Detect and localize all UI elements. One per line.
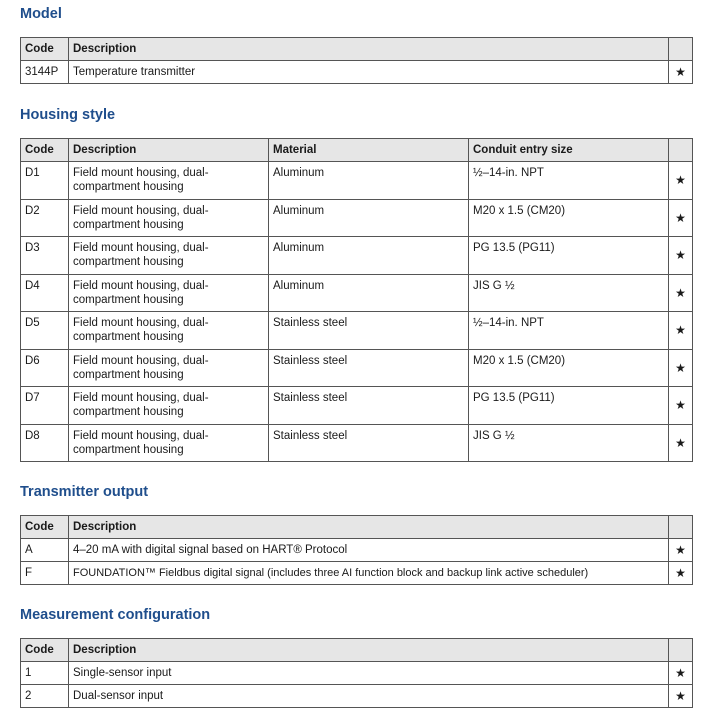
- star-icon: ★: [669, 274, 693, 312]
- star-icon: ★: [669, 662, 693, 685]
- table-header-row: [21, 38, 693, 61]
- row-code: A: [21, 539, 69, 562]
- row-code: D6: [21, 349, 69, 387]
- row-code: D7: [21, 387, 69, 425]
- section-title-housing-style: Housing style: [20, 107, 116, 123]
- row-conduit: PG 13.5 (PG11): [469, 387, 669, 425]
- header-code: Code: [21, 639, 69, 662]
- housing-table: [20, 138, 693, 462]
- table-row: [21, 387, 693, 425]
- star-icon: ★: [669, 162, 693, 200]
- measurement-configuration-table: [20, 638, 693, 708]
- row-conduit: PG 13.5 (PG11): [469, 237, 669, 275]
- row-code: D4: [21, 274, 69, 312]
- table-row: [21, 424, 693, 462]
- table-row: [21, 562, 693, 585]
- table-row: [21, 685, 693, 708]
- star-icon: ★: [669, 349, 693, 387]
- star-icon: ★: [669, 539, 693, 562]
- row-description: FOUNDATION™ Fieldbus digital signal (includes three AI function block and backup link active scheduler): [69, 562, 669, 585]
- row-description: Field mount housing, dual- compartment housing: [69, 312, 269, 350]
- row-conduit: M20 x 1.5 (CM20): [469, 199, 669, 237]
- row-code: 1: [21, 662, 69, 685]
- table-row: [21, 61, 693, 84]
- table-row: [21, 539, 693, 562]
- row-conduit: JIS G ½: [469, 424, 669, 462]
- row-code: D1: [21, 162, 69, 200]
- row-material: Aluminum: [269, 274, 469, 312]
- star-icon: ★: [669, 237, 693, 275]
- row-material: Aluminum: [269, 199, 469, 237]
- table-header-row: [21, 516, 693, 539]
- table-header-row: [21, 139, 693, 162]
- table-row: [21, 349, 693, 387]
- row-material: Aluminum: [269, 237, 469, 275]
- table-row: [21, 274, 693, 312]
- header-star: [669, 38, 693, 61]
- section-title-model: Model: [20, 6, 62, 22]
- header-description: Description: [69, 38, 669, 61]
- star-icon: ★: [669, 562, 693, 585]
- section-title-measurement-configuration: Measurement configuration: [20, 607, 211, 623]
- row-description: Field mount housing, dual- compartment housing: [69, 387, 269, 425]
- star-icon: ★: [669, 312, 693, 350]
- table-row: [21, 199, 693, 237]
- section-title-transmitter-output: Transmitter output: [20, 484, 149, 500]
- transmitter-output-table: [20, 515, 693, 585]
- row-code: 3144P: [21, 61, 69, 84]
- header-code: Code: [21, 38, 69, 61]
- header-description: Description: [69, 639, 669, 662]
- row-description: Field mount housing, dual- compartment housing: [69, 424, 269, 462]
- header-code: Code: [21, 139, 69, 162]
- header-star: [669, 516, 693, 539]
- table-row: [21, 162, 693, 200]
- row-description: Field mount housing, dual- compartment housing: [69, 162, 269, 200]
- row-description: Field mount housing, dual- compartment housing: [69, 199, 269, 237]
- row-code: 2: [21, 685, 69, 708]
- star-icon: ★: [669, 424, 693, 462]
- header-description: Description: [69, 139, 269, 162]
- header-material: Material: [269, 139, 469, 162]
- row-material: Stainless steel: [269, 424, 469, 462]
- table-row: [21, 237, 693, 275]
- row-code: D5: [21, 312, 69, 350]
- header-star: [669, 639, 693, 662]
- row-description: Field mount housing, dual- compartment housing: [69, 274, 269, 312]
- table-header-row: [21, 639, 693, 662]
- row-conduit: M20 x 1.5 (CM20): [469, 349, 669, 387]
- header-description: Description: [69, 516, 669, 539]
- row-code: D8: [21, 424, 69, 462]
- row-code: D2: [21, 199, 69, 237]
- model-table: [20, 37, 693, 84]
- row-conduit: JIS G ½: [469, 274, 669, 312]
- row-description: 4–20 mA with digital signal based on HART® Protocol: [69, 539, 669, 562]
- header-star: [669, 139, 693, 162]
- row-material: Stainless steel: [269, 312, 469, 350]
- row-material: Aluminum: [269, 162, 469, 200]
- row-description: Field mount housing, dual- compartment housing: [69, 349, 269, 387]
- star-icon: ★: [669, 387, 693, 425]
- row-code: D3: [21, 237, 69, 275]
- star-icon: ★: [669, 61, 693, 84]
- row-code: F: [21, 562, 69, 585]
- row-material: Stainless steel: [269, 349, 469, 387]
- row-material: Stainless steel: [269, 387, 469, 425]
- row-conduit: ½–14-in. NPT: [469, 162, 669, 200]
- table-row: [21, 662, 693, 685]
- star-icon: ★: [669, 199, 693, 237]
- star-icon: ★: [669, 685, 693, 708]
- row-description: Dual-sensor input: [69, 685, 669, 708]
- row-description: Field mount housing, dual- compartment housing: [69, 237, 269, 275]
- row-conduit: ½–14-in. NPT: [469, 312, 669, 350]
- header-conduit-entry-size: Conduit entry size: [469, 139, 669, 162]
- row-description: Single-sensor input: [69, 662, 669, 685]
- table-row: [21, 312, 693, 350]
- header-code: Code: [21, 516, 69, 539]
- row-description: Temperature transmitter: [69, 61, 669, 84]
